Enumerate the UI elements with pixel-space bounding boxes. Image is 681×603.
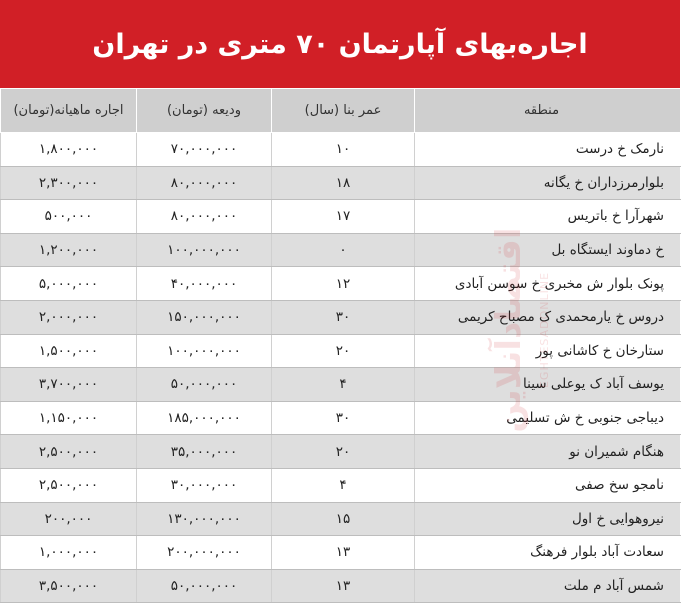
cell-deposit: ۴۰,۰۰۰,۰۰۰ [137, 267, 272, 301]
cell-region: پونک بلوار ش مخبری خ سوسن آبادی [415, 267, 681, 301]
cell-deposit: ۱۰۰,۰۰۰,۰۰۰ [137, 334, 272, 368]
cell-deposit: ۱۵۰,۰۰۰,۰۰۰ [137, 300, 272, 334]
table-row [1, 502, 681, 536]
cell-deposit: ۳۵,۰۰۰,۰۰۰ [137, 435, 272, 469]
table-row [1, 569, 681, 603]
cell-rent: ۱,۵۰۰,۰۰۰ [1, 334, 137, 368]
cell-rent: ۱,۸۰۰,۰۰۰ [1, 133, 137, 167]
table-header-row [1, 89, 681, 133]
cell-region: بلوارمرزداران خ یگانه [415, 166, 681, 200]
table-row [1, 200, 681, 234]
table-row [1, 300, 681, 334]
cell-age: ۱۰ [272, 133, 415, 167]
cell-age: ۱۳ [272, 569, 415, 603]
cell-deposit: ۳۰,۰۰۰,۰۰۰ [137, 468, 272, 502]
cell-age: ۲۰ [272, 334, 415, 368]
cell-region: نیروهوایی خ اول [415, 502, 681, 536]
cell-region: هنگام شمیران نو [415, 435, 681, 469]
header-deposit: ودیعه (تومان) [137, 89, 272, 133]
cell-region: دروس خ یارمحمدی ک مصباح کریمی [415, 300, 681, 334]
cell-age: ۳۰ [272, 401, 415, 435]
cell-region: یوسف آباد ک یوعلی سینا [415, 368, 681, 402]
cell-deposit: ۱۳۰,۰۰۰,۰۰۰ [137, 502, 272, 536]
cell-rent: ۲,۵۰۰,۰۰۰ [1, 435, 137, 469]
cell-rent: ۵,۰۰۰,۰۰۰ [1, 267, 137, 301]
page-title: اجاره‌بهای آپارتمان ۷۰ متری در تهران [92, 28, 588, 60]
table-row [1, 334, 681, 368]
cell-region: دیباجی جنوبی خ ش تسلیمی [415, 401, 681, 435]
table-row [1, 468, 681, 502]
cell-age: ۲۰ [272, 435, 415, 469]
table-row [1, 133, 681, 167]
cell-rent: ۲,۳۰۰,۰۰۰ [1, 166, 137, 200]
cell-deposit: ۵۰,۰۰۰,۰۰۰ [137, 569, 272, 603]
cell-deposit: ۸۰,۰۰۰,۰۰۰ [137, 200, 272, 234]
cell-age: ۴ [272, 368, 415, 402]
cell-deposit: ۱۸۵,۰۰۰,۰۰۰ [137, 401, 272, 435]
cell-age: ۱۸ [272, 166, 415, 200]
cell-rent: ۳,۵۰۰,۰۰۰ [1, 569, 137, 603]
header-region: منطقه [415, 89, 681, 133]
table-row [1, 401, 681, 435]
table-row [1, 435, 681, 469]
cell-age: ۱۵ [272, 502, 415, 536]
cell-region: شهرآرا خ باتریس [415, 200, 681, 234]
cell-region: سعادت آباد بلوار فرهنگ [415, 536, 681, 570]
cell-deposit: ۸۰,۰۰۰,۰۰۰ [137, 166, 272, 200]
cell-age: ۳۰ [272, 300, 415, 334]
table-row [1, 267, 681, 301]
cell-deposit: ۵۰,۰۰۰,۰۰۰ [137, 368, 272, 402]
cell-rent: ۱,۰۰۰,۰۰۰ [1, 536, 137, 570]
cell-deposit: ۱۰۰,۰۰۰,۰۰۰ [137, 233, 272, 267]
cell-rent: ۱,۱۵۰,۰۰۰ [1, 401, 137, 435]
cell-deposit: ۷۰,۰۰۰,۰۰۰ [137, 133, 272, 167]
cell-region: نارمک خ درست [415, 133, 681, 167]
cell-rent: ۲,۵۰۰,۰۰۰ [1, 468, 137, 502]
header-age: عمر بنا (سال) [272, 89, 415, 133]
cell-region: شمس آباد م ملت [415, 569, 681, 603]
table-row [1, 368, 681, 402]
cell-region: نامجو سخ صفی [415, 468, 681, 502]
rent-table [0, 88, 681, 603]
table-body [1, 133, 681, 603]
cell-region: ستارخان خ کاشانی پور [415, 334, 681, 368]
cell-rent: ۲,۰۰۰,۰۰۰ [1, 300, 137, 334]
table-row [1, 233, 681, 267]
header-rent: اجاره ماهیانه(تومان) [1, 89, 137, 133]
table-row [1, 536, 681, 570]
cell-rent: ۳,۷۰۰,۰۰۰ [1, 368, 137, 402]
cell-age: ۱۳ [272, 536, 415, 570]
cell-rent: ۱,۲۰۰,۰۰۰ [1, 233, 137, 267]
title-bar [0, 0, 680, 88]
cell-age: ۴ [272, 468, 415, 502]
table-row [1, 166, 681, 200]
cell-rent: ۲۰۰,۰۰۰ [1, 502, 137, 536]
cell-rent: ۵۰۰,۰۰۰ [1, 200, 137, 234]
cell-age: ۱۷ [272, 200, 415, 234]
cell-age: ۰ [272, 233, 415, 267]
cell-deposit: ۲۰۰,۰۰۰,۰۰۰ [137, 536, 272, 570]
cell-region: خ دماوند ایستگاه بل [415, 233, 681, 267]
cell-age: ۱۲ [272, 267, 415, 301]
